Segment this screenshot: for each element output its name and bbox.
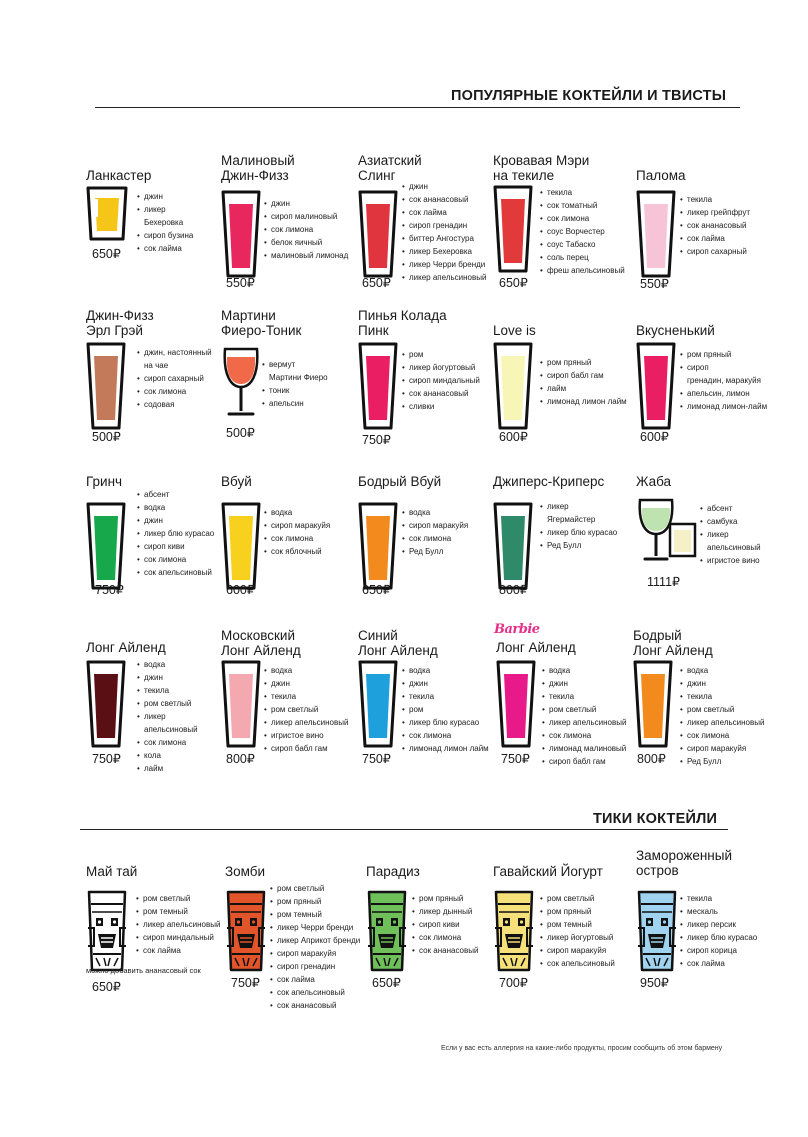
ingredient-item: • сок лимона [402,532,468,545]
ingredient-item: • ром светлый [264,703,348,716]
tiki-4-name [636,848,732,878]
ingredient-item: • ликер блю курасао [402,716,489,729]
ingredient-item: • ром [402,703,489,716]
tiki-2-price: 650₽ [372,976,401,990]
tiki-2-name-line: Парадиз [366,864,420,879]
ingredient-item: • соль перец [540,251,625,264]
cocktail-3-price: 650₽ [499,276,528,290]
cocktail-9-price: 600₽ [640,430,669,444]
tiki-3-name-line: Гавайский Йогурт [493,864,603,879]
ingredient-item: • сок апельсиновый [137,566,214,579]
ingredient-item: • Ред Булл [402,545,468,558]
ingredient-item: • текила [680,193,750,206]
ingredient-item: • сироп сахарный [137,372,212,385]
ingredient-item: • сок лимона [137,385,212,398]
ingredient-item: • ром пряный [540,905,615,918]
wine-glass-icon [221,345,261,417]
ingredient-item: Ягермайстер [547,515,596,524]
cocktail-0-price: 650₽ [92,247,121,261]
ingredient-item: • мескаль [680,905,757,918]
tiki-0-price: 650₽ [92,980,121,994]
ingredient-item: • Ред Булл [540,539,617,552]
ingredient-item: • ликер апельсиновый [264,716,348,729]
ingredient-item: • сироп бабл гам [540,369,627,382]
ingredient-item: • сироп малиновый [264,210,348,223]
tiki-mug-icon [225,890,267,972]
ingredient-item: • апельсин, лимон [680,387,767,400]
ingredient-item: • ликер апельсиновый [542,716,626,729]
highball-glass-icon [358,660,398,750]
ingredient-item: • сироп корица [680,944,757,957]
ingredient-item: • сок лимона [540,212,625,225]
ingredient-item: • ром пряный [680,348,767,361]
ingredient-item: • сироп гренадин [270,960,360,973]
ingredient-item: • ром светлый [680,703,764,716]
highball-glass-icon [358,502,398,592]
ingredient-item: • джин, настоянный [137,346,212,359]
ingredient-item: • ром пряный [412,892,478,905]
ingredient-item: • ликер апельсиновый [402,271,486,284]
ingredient-item: • белок яичный [264,236,348,249]
cocktail-14-name-line: Жаба [636,474,672,489]
ingredient-item: • ликер Черри бренди [402,258,486,271]
ingredient-item: • сок лимона [402,729,489,742]
cocktail-5-name [86,308,154,338]
ingredient-item: • сироп киви [137,540,214,553]
ingredient-item: • малиновый лимонад [264,249,348,262]
section-heading-tiki: ТИКИ КОКТЕЙЛИ [593,811,718,827]
ingredient-item: • ликер Априкот бренди [270,934,360,947]
highball-glass-icon [496,660,536,750]
ingredient-item: • сироп маракуйя [540,944,615,957]
highball-glass-icon [636,342,676,432]
ingredient-item: • ром светлый [542,703,626,716]
barbie-logo: Barbie [494,622,540,637]
ingredient-item: • тоник [262,384,328,397]
ingredient-item: • фреш апельсиновый [540,264,625,277]
ingredient-item: • сок лайма [270,973,360,986]
cocktail-0-name-line: Ланкастер [86,168,152,183]
cocktail-1-price: 550₽ [226,276,255,290]
tiki-3-price: 700₽ [499,976,528,990]
ingredient-item: • ликер блю курасао [137,527,214,540]
ingredient-item: • джин [137,190,193,203]
ingredient-item: • ром [402,348,480,361]
highball-glass-icon [358,190,398,280]
tiki-3-name [493,864,603,879]
cocktail-14-price: 1111₽ [647,575,680,589]
cocktail-2-name-line: Азиатский [358,153,422,168]
ingredient-item: • сок лимона [680,729,764,742]
ingredient-item: • сироп сахарный [680,245,750,258]
cocktail-13-name [493,474,604,489]
ingredient-item: • сок лимона [137,736,198,749]
tiki-mug-icon [86,890,128,972]
ingredient-item: • сок яблочный [264,545,330,558]
ingredient-item: • водка [137,501,214,514]
ingredient-item: • сок лайма [136,944,220,957]
tiki-0-ingredients [136,892,220,957]
ingredient-item: • джин [137,514,214,527]
cocktail-13-name-line: Джиперс-Криперс [493,474,605,489]
ingredient-item: • сироп бабл гам [542,755,626,768]
highball-glass-icon [86,502,126,592]
ingredient-item: • абсент [137,488,214,501]
cocktail-19-price: 800₽ [637,752,666,766]
ingredient-item: • сок лайма [402,206,486,219]
cocktail-18-ingredients [542,664,626,768]
cocktail-17-ingredients [402,664,489,755]
ingredient-item: • сок лайма [680,232,750,245]
ingredient-item: • текила [542,690,626,703]
ingredient-item: • текила [264,690,348,703]
cocktail-6-name-line: Фиеро-Тоник [221,323,302,338]
cocktail-2-name [358,153,422,183]
cocktail-1-name-line: Малиновый [221,153,295,168]
cocktail-12-name [358,474,441,489]
ingredient-item: Мартини Фиеро [269,373,328,382]
ingredient-item: • ром светлый [270,882,360,895]
allergy-note: Если у вас есть аллергия на какие-либо продукты, просим сообщить об этом бармену [441,1045,723,1052]
cocktail-7-ingredients [402,348,480,413]
ingredient-item: • водка [264,506,330,519]
ingredient-item: • ликер [540,500,617,513]
ingredient-item: • ликер апельсиновый [680,716,764,729]
cocktail-3-ingredients [540,186,625,277]
ingredient-item: • ром темный [540,918,615,931]
cocktail-11-ingredients [264,506,330,558]
ingredient-item: • соус Табаско [540,238,625,251]
tiki-4-ingredients [680,892,757,970]
cocktail-15-name [86,640,166,655]
ingredient-item: • текила [680,892,757,905]
ingredient-item: • ром темный [270,908,360,921]
tiki-4-name-line: Замороженный [636,848,733,863]
cocktail-9-name-line: Вкусненький [636,323,715,338]
ingredient-item: • ликер блю курасао [680,931,757,944]
tiki-0-note: можно добавить ананасовый сок [86,966,201,975]
cocktail-7-name-line: Пинья Колада [358,308,447,323]
ingredient-item: • апельсин [262,397,328,410]
rocks-glass-icon [86,186,128,242]
cocktail-4-name [636,168,686,183]
cocktail-3-name-line: Кровавая Мэри [493,153,590,168]
cocktail-6-price: 500₽ [226,426,255,440]
cocktail-16-name-line: Лонг Айленд [221,643,301,658]
cocktail-19-ingredients [680,664,764,768]
cocktail-6-name [221,308,301,338]
ingredient-item: • лимонад малиновый [542,742,626,755]
tiki-1-ingredients [270,882,360,1012]
ingredient-item: • джин [542,677,626,690]
ingredient-item: • сок ананасовый [680,219,750,232]
ingredient-item: • ликер [700,528,761,541]
ingredient-item: на чае [144,361,169,370]
ingredient-item: • сироп маракуйя [680,742,764,755]
tiki-4-name-line: остров [636,863,679,878]
ingredient-item: • текила [680,690,764,703]
ingredient-item: • сок лимона [264,223,348,236]
cocktail-4-ingredients [680,193,750,258]
ingredient-item: • ликер Бехеровка [402,245,486,258]
tiki-1-price: 750₽ [231,976,260,990]
ingredient-item: • сироп миндальный [402,374,480,387]
ingredient-item: • сок ананасовый [270,999,360,1012]
cocktail-15-name-line: Лонг Айленд [86,640,166,655]
cocktail-4-name-line: Палома [636,168,686,183]
ingredient-item: • ликер йогуртовый [540,931,615,944]
cocktail-10-ingredients [137,488,214,579]
ingredient-item: • лимонад лимон лайм [402,742,489,755]
ingredient-item: • текила [137,684,198,697]
cocktail-5-name-line: Джин-Физз [86,308,154,323]
cocktail-1-ingredients [264,197,348,262]
ingredient-item: • сливки [402,400,480,413]
cocktail-18-name-line: Лонг Айленд [496,640,576,655]
cocktail-10-name-line: Гринч [86,474,123,489]
ingredient-item: • сок лимона [542,729,626,742]
ingredient-item: • ликер Черри бренди [270,921,360,934]
cocktail-13-price: 800₽ [499,583,528,597]
cocktail-16-name-line: Московский [221,628,295,643]
cocktail-2-ingredients [402,180,486,284]
section-rule-tiki [80,829,728,830]
ingredient-item: • сироп гренадин [402,219,486,232]
cocktail-15-ingredients [137,658,198,775]
highball-glass-icon [633,660,673,750]
tiki-0-name-line: Май тай [86,864,138,879]
ingredient-item: • водка [542,664,626,677]
tiki-4-price: 950₽ [640,976,669,990]
highball-glass-icon [221,660,261,750]
highball-glass-icon [636,190,676,280]
cocktail-17-price: 750₽ [362,752,391,766]
ingredient-item: • абсент [700,502,761,515]
cocktail-1-name-line: Джин-Физз [221,168,289,183]
cocktail-7-name [358,308,447,338]
tiki-1-name-line: Зомби [225,864,266,879]
highball-glass-icon [221,190,261,280]
cocktail-6-name-line: Мартини [221,308,276,323]
cocktail-7-price: 750₽ [362,433,391,447]
cocktail-17-name-line: Синий [358,628,398,643]
tiki-0-name [86,864,137,879]
cocktail-16-price: 800₽ [226,752,255,766]
highball-glass-icon [358,342,398,432]
ingredient-item: • ром пряный [270,895,360,908]
highball-glass-icon [86,342,126,432]
ingredient-item: • соус Ворчестер [540,225,625,238]
ingredient-item: • ром светлый [136,892,220,905]
ingredient-item: • ликер дынный [412,905,478,918]
ingredient-item: апельсиновый [144,725,198,734]
ingredient-item: • водка [264,664,348,677]
ingredient-item: • джин [137,671,198,684]
cocktail-11-name [221,474,252,489]
ingredient-item: • джин [264,677,348,690]
ingredient-item: • сок ананасовый [402,387,480,400]
ingredient-item: • сироп бузина [137,229,193,242]
ingredient-item: • самбука [700,515,761,528]
tiki-mug-icon [636,890,678,972]
ingredient-item: • сок лайма [137,242,193,255]
cocktail-17-name-line: Лонг Айленд [358,643,438,658]
cocktail-8-name [493,323,536,338]
cocktail-17-name [358,628,438,658]
cocktail-12-name-line: Бодрый Вбуй [358,474,442,489]
ingredient-item: • сироп маракуйя [264,519,330,532]
ingredient-item: • сироп маракуйя [402,519,468,532]
tiki-2-name [366,864,420,879]
ingredient-item: апельсиновый [707,543,761,552]
cocktail-8-price: 600₽ [499,430,528,444]
ingredient-item: • сироп киви [412,918,478,931]
cocktail-4-price: 550₽ [640,277,669,291]
ingredient-item: • джин [402,677,489,690]
ingredient-item: • джин [680,677,764,690]
tiki-mug-icon [366,890,408,972]
ingredient-item: • джин [402,180,486,193]
highball-glass-icon [493,185,533,275]
cocktail-14-name [636,474,671,489]
cocktail-18-name [496,640,576,655]
ingredient-item: • сок лимона [412,931,478,944]
ingredient-item: • сок апельсиновый [270,986,360,999]
cocktail-8-name-line: Love is [493,323,536,338]
ingredient-item: • сок ананасовый [402,193,486,206]
cocktail-8-ingredients [540,356,627,408]
ingredient-item: • сироп [680,361,767,374]
ingredient-item: • текила [540,186,625,199]
section-rule-popular [95,107,740,108]
ingredient-item: • сок лимона [264,532,330,545]
ingredient-item: • лайм [137,762,198,775]
ingredient-item: • содовая [137,398,212,411]
ingredient-item: • сок лимона [137,553,214,566]
ingredient-item: • сок лайма [680,957,757,970]
ingredient-item: • сок апельсиновый [540,957,615,970]
section-heading-popular: ПОПУЛЯРНЫЕ КОКТЕЙЛИ И ТВИСТЫ [451,88,727,104]
ingredient-item: Бехеровка [144,218,184,227]
ingredient-item: • ликер апельсиновый [136,918,220,931]
cocktail-18-price: 750₽ [501,752,530,766]
ingredient-item: • сироп бабл гам [264,742,348,755]
cocktail-5-ingredients [137,346,212,411]
highball-glass-icon [221,502,261,592]
ingredient-item: • сок ананасовый [412,944,478,957]
ingredient-item: • игристое вино [700,554,761,567]
ingredient-item: • сок томатный [540,199,625,212]
ingredient-item: • джин [264,197,348,210]
ingredient-item: • Ред Булл [680,755,764,768]
ingredient-item: • ликер персик [680,918,757,931]
tiki-3-ingredients [540,892,615,970]
cocktail-19-name-line: Лонг Айленд [633,643,713,658]
tiki-1-name [225,864,265,879]
cocktail-11-name-line: Вбуй [221,474,252,489]
cocktail-5-price: 500₽ [92,430,121,444]
ingredient-item: • водка [402,664,489,677]
cocktail-13-ingredients [540,500,617,552]
absinthe-glass-icon [636,496,698,568]
tiki-2-ingredients [412,892,478,957]
ingredient-item: • ликер йогуртовый [402,361,480,374]
highball-glass-icon [493,342,533,432]
ingredient-item: • игристое вино [264,729,348,742]
cocktail-12-price: 650₽ [362,583,391,597]
cocktail-14-ingredients [700,502,761,567]
ingredient-item: • водка [680,664,764,677]
ingredient-item: • ром пряный [540,356,627,369]
cocktail-19-name [633,628,713,658]
ingredient-item: • биттер Ангостура [402,232,486,245]
cocktail-16-ingredients [264,664,348,755]
highball-glass-icon [493,502,533,592]
cocktail-16-name [221,628,301,658]
cocktail-6-ingredients [262,358,328,410]
cocktail-19-name-line: Бодрый [633,628,682,643]
ingredient-item: • лимонад лимон-лайм [680,400,767,413]
tiki-mug-icon [493,890,535,972]
ingredient-item: гренадин, маракуйя [687,376,761,385]
cocktail-0-ingredients [137,190,193,255]
ingredient-item: • текила [402,690,489,703]
ingredient-item: • ликер грейпфрут [680,206,750,219]
cocktail-2-price: 650₽ [362,276,391,290]
ingredient-item: • лимонад лимон лайм [540,395,627,408]
cocktail-5-name-line: Эрл Грэй [86,323,143,338]
cocktail-11-price: 600₽ [226,583,255,597]
cocktail-12-ingredients [402,506,468,558]
cocktail-9-ingredients [680,348,767,413]
cocktail-10-price: 750₽ [95,583,124,597]
ingredient-item: • ром светлый [137,697,198,710]
ingredient-item: • сироп маракуйя [270,947,360,960]
ingredient-item: • ром темный [136,905,220,918]
cocktail-10-name [86,474,122,489]
ingredient-item: • вермут [262,358,328,371]
ingredient-item: • ликер [137,203,193,216]
cocktail-9-name [636,323,715,338]
ingredient-item: • сироп миндальный [136,931,220,944]
cocktail-3-name-line: на текиле [493,168,555,183]
ingredient-item: • лайм [540,382,627,395]
cocktail-1-name [221,153,295,183]
cocktail-15-price: 750₽ [92,752,121,766]
cocktail-3-name [493,153,589,183]
cocktail-0-name [86,168,151,183]
highball-glass-icon [86,660,126,750]
ingredient-item: • ликер блю курасао [540,526,617,539]
cocktail-7-name-line: Пинк [358,323,389,338]
ingredient-item: • водка [402,506,468,519]
ingredient-item: • кола [137,749,198,762]
ingredient-item: • ликер [137,710,198,723]
ingredient-item: • водка [137,658,198,671]
ingredient-item: • ром светлый [540,892,615,905]
cocktail-2-name-line: Слинг [358,168,396,183]
